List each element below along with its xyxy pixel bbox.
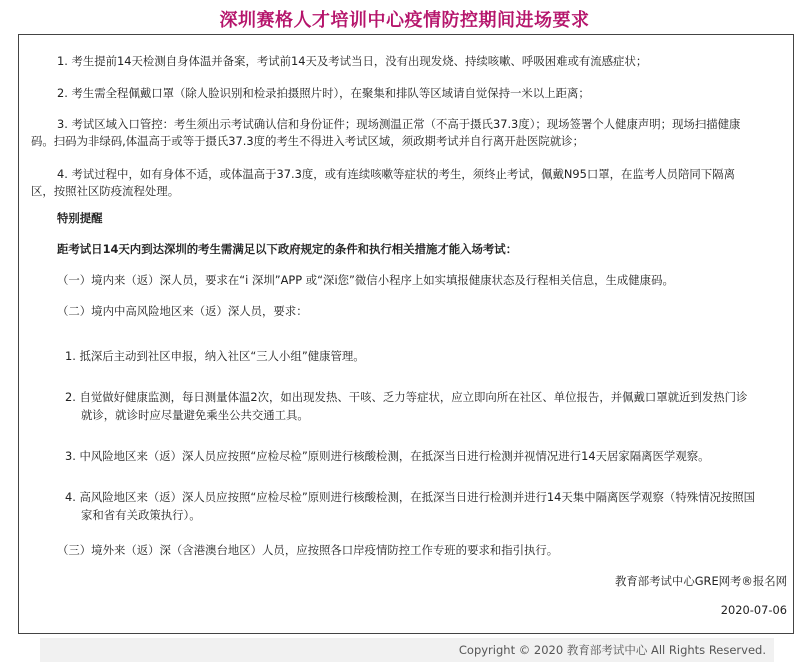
sub-item-1: 1. 抵深后主动到社区申报，纳入社区“三人小组”健康管理。 <box>65 349 365 363</box>
copyright-footer: Copyright © 2020 教育部考试中心 All Rights Reserved. <box>40 638 774 662</box>
rule-item-3-line1: 3. 考试区域入口管控：考生须出示考试确认信和身份证件；现场测温正常（不高于摄氏37.3度）；现场签署个人健康声明；现场扫描健康 <box>57 117 741 131</box>
notice-panel <box>18 34 794 634</box>
sub-item-3: 3. 中风险地区来（返）深人员应按照“应检尽检”原则进行核酸检测，在抵深当日进行检测并视情况进行14天居家隔离医学观察。 <box>65 449 710 463</box>
notice-date: 2020-07-06 <box>720 603 787 617</box>
rule-item-4-line1: 4. 考试过程中，如有身体不适，或体温高于37.3度，或有连续咳嗽等症状的考生，须终止考试，佩戴N95口罩，在监考人员陪同下隔离 <box>57 167 735 181</box>
special-p3: （三）境外来（返）深（含港澳台地区）人员，应按照各口岸疫情防控工作专班的要求和指引执行。 <box>57 543 559 557</box>
rule-item-4-line2: 区，按照社区防疫流程处理。 <box>31 184 180 198</box>
sub-item-2-line2: 就诊，就诊时应尽量避免乘坐公共交通工具。 <box>81 408 309 422</box>
rule-item-1: 1. 考生提前14天检测自身体温并备案，考试前14天及考试当日，没有出现发烧、持续咳嗽、呼吸困难或有流感症状； <box>57 54 648 68</box>
sub-item-4-line2: 家和省有关政策执行）。 <box>81 508 201 522</box>
special-lead: 距考试日14天内到达深圳的考生需满足以下政府规定的条件和执行相关措施才能入场考试： <box>57 242 518 256</box>
sub-item-4-line1: 4. 高风险地区来（返）深人员应按照“应检尽检”原则进行核酸检测，在抵深当日进行检测并进行14天集中隔离医学观察（特殊情况按照国 <box>65 490 756 504</box>
sub-item-2-line1: 2. 自觉做好健康监测，每日测量体温2次，如出现发热、干咳、乏力等症状，应立即向所在社区、单位报告，并佩戴口罩就近到发热门诊 <box>65 390 748 404</box>
special-p1: （一）境内来（返）深人员，要求在“i 深圳”APP 或“深i您”微信小程序上如实填报健康状态及行程相关信息，生成健康码。 <box>57 273 674 287</box>
special-p2: （二）境内中高风险地区来（返）深人员，要求： <box>57 304 308 318</box>
special-heading: 特别提醒 <box>57 211 103 225</box>
page-title: 深圳赛格人才培训中心疫情防控期间进场要求 <box>219 10 590 31</box>
rule-item-3-line2: 码。扫码为非绿码,体温高于或等于摄氏37.3度的考生不得进入考试区域，须政期考试并自行离开赴医院就诊； <box>31 134 584 148</box>
signature: 教育部考试中心GRE网考®报名网 <box>614 574 787 588</box>
rule-item-2: 2. 考生需全程佩戴口罩（除人脸识别和检录拍摄照片时），在聚集和排队等区域请自觉保持一米以上距离； <box>57 86 590 100</box>
